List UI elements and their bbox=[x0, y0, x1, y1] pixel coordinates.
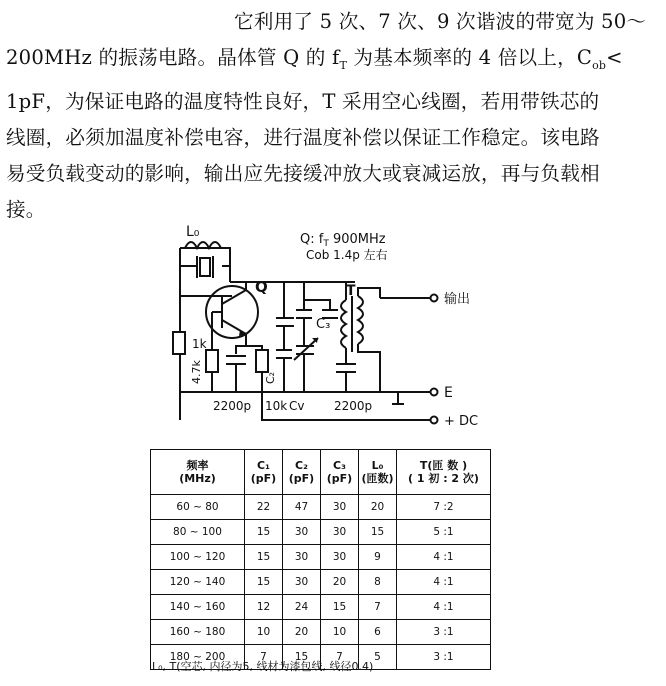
table-cell: 30 bbox=[321, 495, 359, 520]
table-caption: L₀, T(空芯, 内径为5, 线材为漆包线, 线径0.4) bbox=[152, 660, 374, 673]
table-cell: 20 bbox=[321, 570, 359, 595]
capacitor-cv-trimmer bbox=[294, 338, 318, 360]
table-cell: 10 bbox=[245, 620, 283, 645]
q-spec-line-2: Cob 1.4p 左右 bbox=[306, 248, 388, 262]
transformer-t bbox=[341, 296, 363, 352]
table-cell: 5 bbox=[359, 645, 397, 670]
capacitor-2200p-right-label: 2200p bbox=[334, 399, 373, 413]
table-row bbox=[151, 545, 491, 570]
ground-symbol bbox=[392, 392, 404, 404]
resistor-4-7k bbox=[206, 350, 218, 372]
table-cell: 47 bbox=[283, 495, 321, 520]
output-label: 输出 bbox=[444, 292, 471, 307]
table-cell: 8 bbox=[359, 570, 397, 595]
table-cell: 15 bbox=[245, 545, 283, 570]
table-cell: 9 bbox=[359, 545, 397, 570]
paragraph-line-4: 线圈，必须加温度补偿电容，进行温度补偿以保证工作稳定。该电路 bbox=[6, 125, 600, 149]
capacitor-2200p-right bbox=[336, 364, 356, 372]
resistor-10k-label: 10k bbox=[265, 399, 288, 413]
capacitor-2200p-left-label: 2200p bbox=[213, 399, 252, 413]
table-cell: 6 bbox=[359, 620, 397, 645]
col-header-c2: C₂ (pF) bbox=[283, 450, 321, 495]
table-row bbox=[151, 520, 491, 545]
table-cell: 100 ~ 120 bbox=[151, 545, 245, 570]
resistor-1k bbox=[173, 332, 185, 354]
resistor-4-7k-label: 4.7k bbox=[190, 360, 203, 384]
e-terminal[interactable] bbox=[431, 389, 438, 396]
table-cell: 20 bbox=[283, 620, 321, 645]
table-cell: 15 bbox=[245, 570, 283, 595]
col-header-c3: C₃ (pF) bbox=[321, 450, 359, 495]
table-cell: 30 bbox=[283, 545, 321, 570]
table-cell: 15 bbox=[321, 595, 359, 620]
table-row bbox=[151, 620, 491, 645]
table-cell: 120 ~ 140 bbox=[151, 570, 245, 595]
table-cell: 160 ~ 180 bbox=[151, 620, 245, 645]
table-cell: 3 :1 bbox=[397, 645, 491, 670]
table-cell: 15 bbox=[359, 520, 397, 545]
c2-label: C₂ bbox=[264, 371, 277, 384]
table-cell: 7 :2 bbox=[397, 495, 491, 520]
paragraph-line-5: 易受负载变动的影响，输出应先接缓冲放大或衰减运放，再与负载相 bbox=[6, 161, 600, 185]
table-cell: 15 bbox=[245, 520, 283, 545]
resistor-emitter bbox=[256, 350, 268, 372]
table-cell: 180 ~ 200 bbox=[151, 645, 245, 670]
table-cell: 4 :1 bbox=[397, 570, 491, 595]
col-header-frequency: 频率 (MHz) bbox=[151, 450, 245, 495]
output-terminal[interactable] bbox=[431, 295, 438, 302]
table-cell: 60 ~ 80 bbox=[151, 495, 245, 520]
dc-label: + DC bbox=[444, 414, 479, 429]
table-cell: 80 ~ 100 bbox=[151, 520, 245, 545]
table-cell: 4 :1 bbox=[397, 595, 491, 620]
paragraph-line-3: 1pF，为保证电路的温度特性良好，T 采用空心线圈，若用带铁芯的 bbox=[6, 89, 600, 113]
table-cell: 4 :1 bbox=[397, 545, 491, 570]
col-header-l0: L₀ (匝数) bbox=[359, 450, 397, 495]
table-cell: 15 bbox=[283, 645, 321, 670]
paragraph-line-6: 接。 bbox=[6, 197, 46, 221]
l0-label: L₀ bbox=[186, 224, 200, 240]
table-cell: 3 :1 bbox=[397, 620, 491, 645]
capacitor-2200p-left bbox=[226, 356, 246, 364]
table-cell: 5 :1 bbox=[397, 520, 491, 545]
col-header-t: T(匝 数 ) ( 1 初 : 2 次) bbox=[397, 450, 491, 495]
cv-label: Cv bbox=[289, 399, 305, 413]
dc-terminal[interactable] bbox=[431, 417, 438, 424]
resistor-1k-label: 1k bbox=[192, 337, 207, 351]
parameter-table bbox=[150, 449, 491, 670]
c3-label: C₃ bbox=[316, 317, 331, 332]
q-label: Q bbox=[255, 278, 268, 296]
table-cell: 30 bbox=[283, 570, 321, 595]
paragraph-line-2: 200MHz 的振荡电路。晶体管 Q 的 $f_T$ 为基本频率的 4 倍以上，$C_{ob}<$ bbox=[6, 46, 623, 72]
capacitor-c1 bbox=[276, 318, 294, 326]
table-cell: 140 ~ 160 bbox=[151, 595, 245, 620]
t-label: T bbox=[346, 283, 356, 299]
table-cell: 30 bbox=[283, 520, 321, 545]
table-cell: 10 bbox=[321, 620, 359, 645]
q-spec-line-1: Q: $f_T$ 900MHz bbox=[300, 232, 386, 249]
table-cell: 22 bbox=[245, 495, 283, 520]
table-row bbox=[151, 495, 491, 520]
table-cell: 30 bbox=[321, 520, 359, 545]
table-header-row bbox=[151, 450, 491, 495]
table-cell: 7 bbox=[245, 645, 283, 670]
table-cell: 12 bbox=[245, 595, 283, 620]
table-cell: 24 bbox=[283, 595, 321, 620]
table-cell: 7 bbox=[359, 595, 397, 620]
table-cell: 7 bbox=[321, 645, 359, 670]
paragraph-line-1: 它利用了 5 次、7 次、9 次谐波的带宽为 50～ bbox=[234, 10, 647, 33]
table-cell: 20 bbox=[359, 495, 397, 520]
capacitor-c3-left bbox=[296, 310, 312, 318]
crystal-resonator bbox=[180, 256, 230, 278]
l0-inductor bbox=[180, 242, 230, 258]
capacitor-c2 bbox=[276, 350, 292, 358]
table-row bbox=[151, 595, 491, 620]
table-cell: 30 bbox=[321, 545, 359, 570]
table-row bbox=[151, 570, 491, 595]
col-header-c1: C₁ (pF) bbox=[245, 450, 283, 495]
e-label: E bbox=[444, 385, 453, 401]
